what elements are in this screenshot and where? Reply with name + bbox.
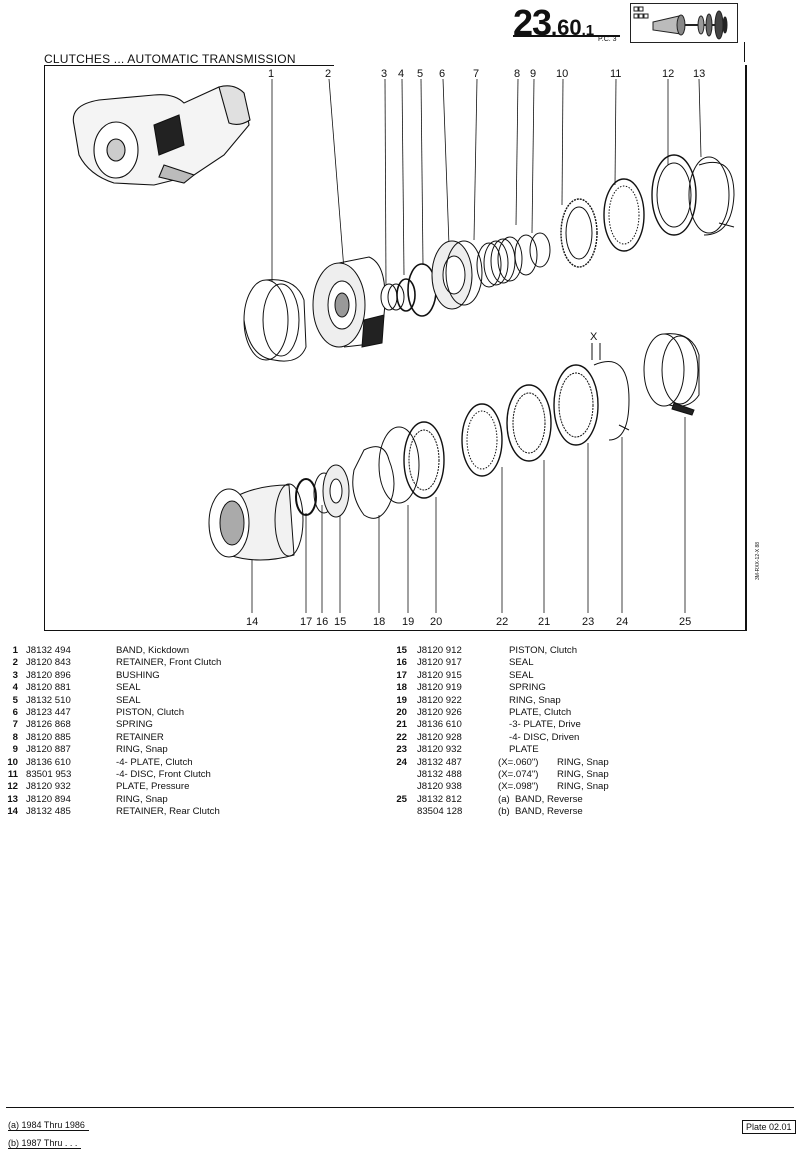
callout-25: 25: [679, 616, 692, 628]
callouts-top: [268, 68, 705, 80]
callout-7: 7: [473, 68, 480, 80]
part-description: PISTON, Clutch: [509, 645, 578, 656]
part-description: BUSHING: [116, 669, 160, 681]
part-number: J8120 919: [417, 682, 462, 694]
part-description: BAND, Kickdown: [116, 645, 190, 656]
part-number: J8120 917: [417, 657, 462, 669]
part-number: J8136 610: [417, 719, 462, 731]
part-description: SEAL: [116, 682, 141, 694]
callout-15: 15: [334, 616, 347, 628]
clutch-piston-front: [432, 241, 482, 309]
part-num: 14: [7, 806, 18, 818]
part-num: 10: [7, 756, 18, 768]
part-number: J8120 843: [26, 657, 71, 669]
rear-clutch-plate: [404, 422, 444, 498]
part-num: 4: [12, 682, 18, 694]
exploded-diagram: [44, 65, 746, 630]
part-number: J8120 894: [26, 793, 71, 805]
part-num: 25: [396, 793, 407, 805]
part-number: J8120 887: [26, 744, 71, 756]
front-clutch-disc: [604, 179, 644, 251]
part-number: J8136 610: [26, 756, 71, 768]
callout-3: 3: [381, 68, 388, 80]
part-number: J8120 912: [417, 645, 462, 656]
part-num: 19: [396, 694, 407, 706]
callout-11: 11: [610, 68, 622, 80]
corner-tick: [744, 42, 745, 62]
part-number: J8126 868: [26, 719, 71, 731]
part-num: 1: [12, 645, 18, 656]
part-description: RETAINER, Rear Clutch: [116, 806, 220, 818]
part-description: SEAL: [509, 669, 534, 681]
part-num: 18: [396, 682, 407, 694]
callout-6: 6: [439, 68, 446, 80]
callout-1: 1: [268, 68, 275, 80]
selective-snap-ring: [592, 343, 629, 440]
footnote-a: (a) 1984 Thru 1986: [8, 1120, 89, 1131]
part-num: 22: [396, 731, 407, 743]
part-note: (X=.098"): [498, 781, 539, 793]
part-description: RING, Snap: [116, 793, 168, 805]
kickdown-band: [244, 280, 306, 361]
part-num: 13: [7, 793, 18, 805]
part-note: (a): [498, 793, 510, 805]
part-number: J8120 915: [417, 669, 462, 681]
part-num: 8: [12, 731, 18, 743]
callout-8: 8: [514, 68, 521, 80]
callout-13: 13: [693, 68, 706, 80]
part-number: J8120 922: [417, 694, 462, 706]
callout-9: 9: [530, 68, 537, 80]
dimension-marker-x: X: [590, 331, 598, 343]
page-code: P.C. 3: [598, 36, 617, 43]
part-note: (X=.060"): [498, 756, 539, 768]
rear-spring: [353, 447, 394, 519]
part-num: 3: [12, 669, 18, 681]
part-description: RETAINER, Front Clutch: [116, 657, 222, 669]
callout-4: 4: [398, 68, 405, 80]
part-description: BAND, Reverse: [515, 793, 583, 805]
callout-18: 18: [373, 616, 386, 628]
footnote-b: (b) 1987 Thru . . .: [8, 1138, 81, 1149]
part-number: J8132 494: [26, 645, 71, 656]
rear-clutch-retainer: [209, 484, 303, 560]
part-num: 24: [396, 756, 407, 768]
front-clutch-retainer: [313, 257, 385, 347]
plate-rear: [554, 365, 598, 445]
part-number: J8120 932: [26, 781, 71, 793]
part-description: PISTON, Clutch: [116, 706, 185, 718]
part-number: J8132 510: [26, 694, 71, 706]
leader-lines-top: [272, 79, 701, 287]
part-note: (X=.074"): [498, 768, 539, 780]
part-description: -3- PLATE, Drive: [509, 719, 581, 731]
footer-rule: [6, 1107, 794, 1108]
callout-20: 20: [430, 616, 443, 628]
callout-21: 21: [538, 616, 551, 628]
part-num: 17: [396, 669, 407, 681]
part-number: J8120 881: [26, 682, 71, 694]
part-num: 12: [7, 781, 18, 793]
part-description: RING, Snap: [509, 694, 561, 706]
clutch-assembly-icon: [631, 4, 737, 42]
part-num: 20: [396, 706, 407, 718]
diagram-side-code: 3M-RXX-12-X 88: [755, 541, 761, 580]
page-number-main: 23: [513, 2, 552, 43]
rear-seals-and-piston: [296, 465, 349, 517]
part-description: RING, Snap: [557, 756, 609, 768]
part-description: RING, Snap: [557, 768, 609, 780]
part-number: J8123 447: [26, 706, 71, 718]
callout-10: 10: [556, 68, 569, 80]
callout-16: 16: [316, 616, 329, 628]
retainer-and-snap-ring: [515, 233, 550, 275]
section-thumbnail: [630, 3, 738, 43]
page-number-suffix: .1: [581, 22, 595, 39]
page-number: [513, 2, 594, 44]
part-description: PLATE, Clutch: [509, 706, 572, 718]
part-description: RING, Snap: [116, 744, 168, 756]
part-description: SEAL: [116, 694, 141, 706]
part-description: RETAINER: [116, 731, 164, 743]
front-clutch-plate: [561, 199, 597, 267]
bushing-and-seals: [381, 264, 436, 316]
part-number: J8132 488: [417, 768, 462, 780]
driven-disc: [462, 404, 502, 476]
callout-24: 24: [616, 616, 629, 628]
part-number: J8120 896: [26, 669, 71, 681]
page-number-sub: .60: [551, 15, 582, 40]
part-num: 21: [396, 719, 407, 731]
part-number: J8120 885: [26, 731, 71, 743]
part-description: PLATE: [509, 744, 539, 756]
part-note: (b): [498, 806, 510, 818]
part-num: 23: [396, 744, 407, 756]
part-number: J8132 485: [26, 806, 71, 818]
part-num: 16: [396, 657, 407, 669]
callout-17: 17: [300, 616, 313, 628]
part-description: BAND, Reverse: [515, 806, 583, 818]
part-description: -4- DISC, Front Clutch: [116, 768, 211, 780]
callout-14: 14: [246, 616, 259, 628]
callout-5: 5: [417, 68, 424, 80]
transmission-housing: [73, 86, 250, 185]
leader-lines-bottom: [252, 417, 685, 613]
part-number: 83501 953: [26, 768, 72, 780]
part-description: SPRING: [116, 719, 153, 731]
part-description: SPRING: [509, 682, 546, 694]
part-number: J8120 938: [417, 781, 462, 793]
part-number: 83504 128: [417, 806, 463, 818]
part-num: 7: [12, 719, 18, 731]
section-title: CLUTCHES ... AUTOMATIC TRANSMISSION: [44, 52, 296, 66]
reverse-band: [644, 334, 699, 415]
part-num: 11: [7, 768, 18, 780]
part-num: 15: [396, 645, 407, 656]
callout-2: 2: [325, 68, 332, 80]
part-description: -4- DISC, Driven: [509, 731, 580, 743]
callout-12: 12: [662, 68, 675, 80]
part-number: J8132 487: [417, 756, 462, 768]
part-num: 9: [12, 744, 18, 756]
part-num: 2: [12, 657, 18, 669]
part-number: J8120 932: [417, 744, 462, 756]
part-number: J8120 928: [417, 731, 462, 743]
part-description: RING, Snap: [557, 781, 609, 793]
part-num: 6: [12, 706, 18, 718]
part-number: J8120 926: [417, 706, 462, 718]
callout-19: 19: [402, 616, 415, 628]
plate-number: Plate 02.01: [742, 1120, 796, 1134]
drive-plate: [507, 385, 551, 461]
part-description: PLATE, Pressure: [116, 781, 190, 793]
part-description: SEAL: [509, 657, 534, 669]
part-description: -4- PLATE, Clutch: [116, 756, 193, 768]
callout-22: 22: [496, 616, 509, 628]
part-number: J8132 812: [417, 793, 462, 805]
callouts-bottom: [246, 616, 691, 628]
part-num: 5: [12, 694, 18, 706]
callout-23: 23: [582, 616, 595, 628]
